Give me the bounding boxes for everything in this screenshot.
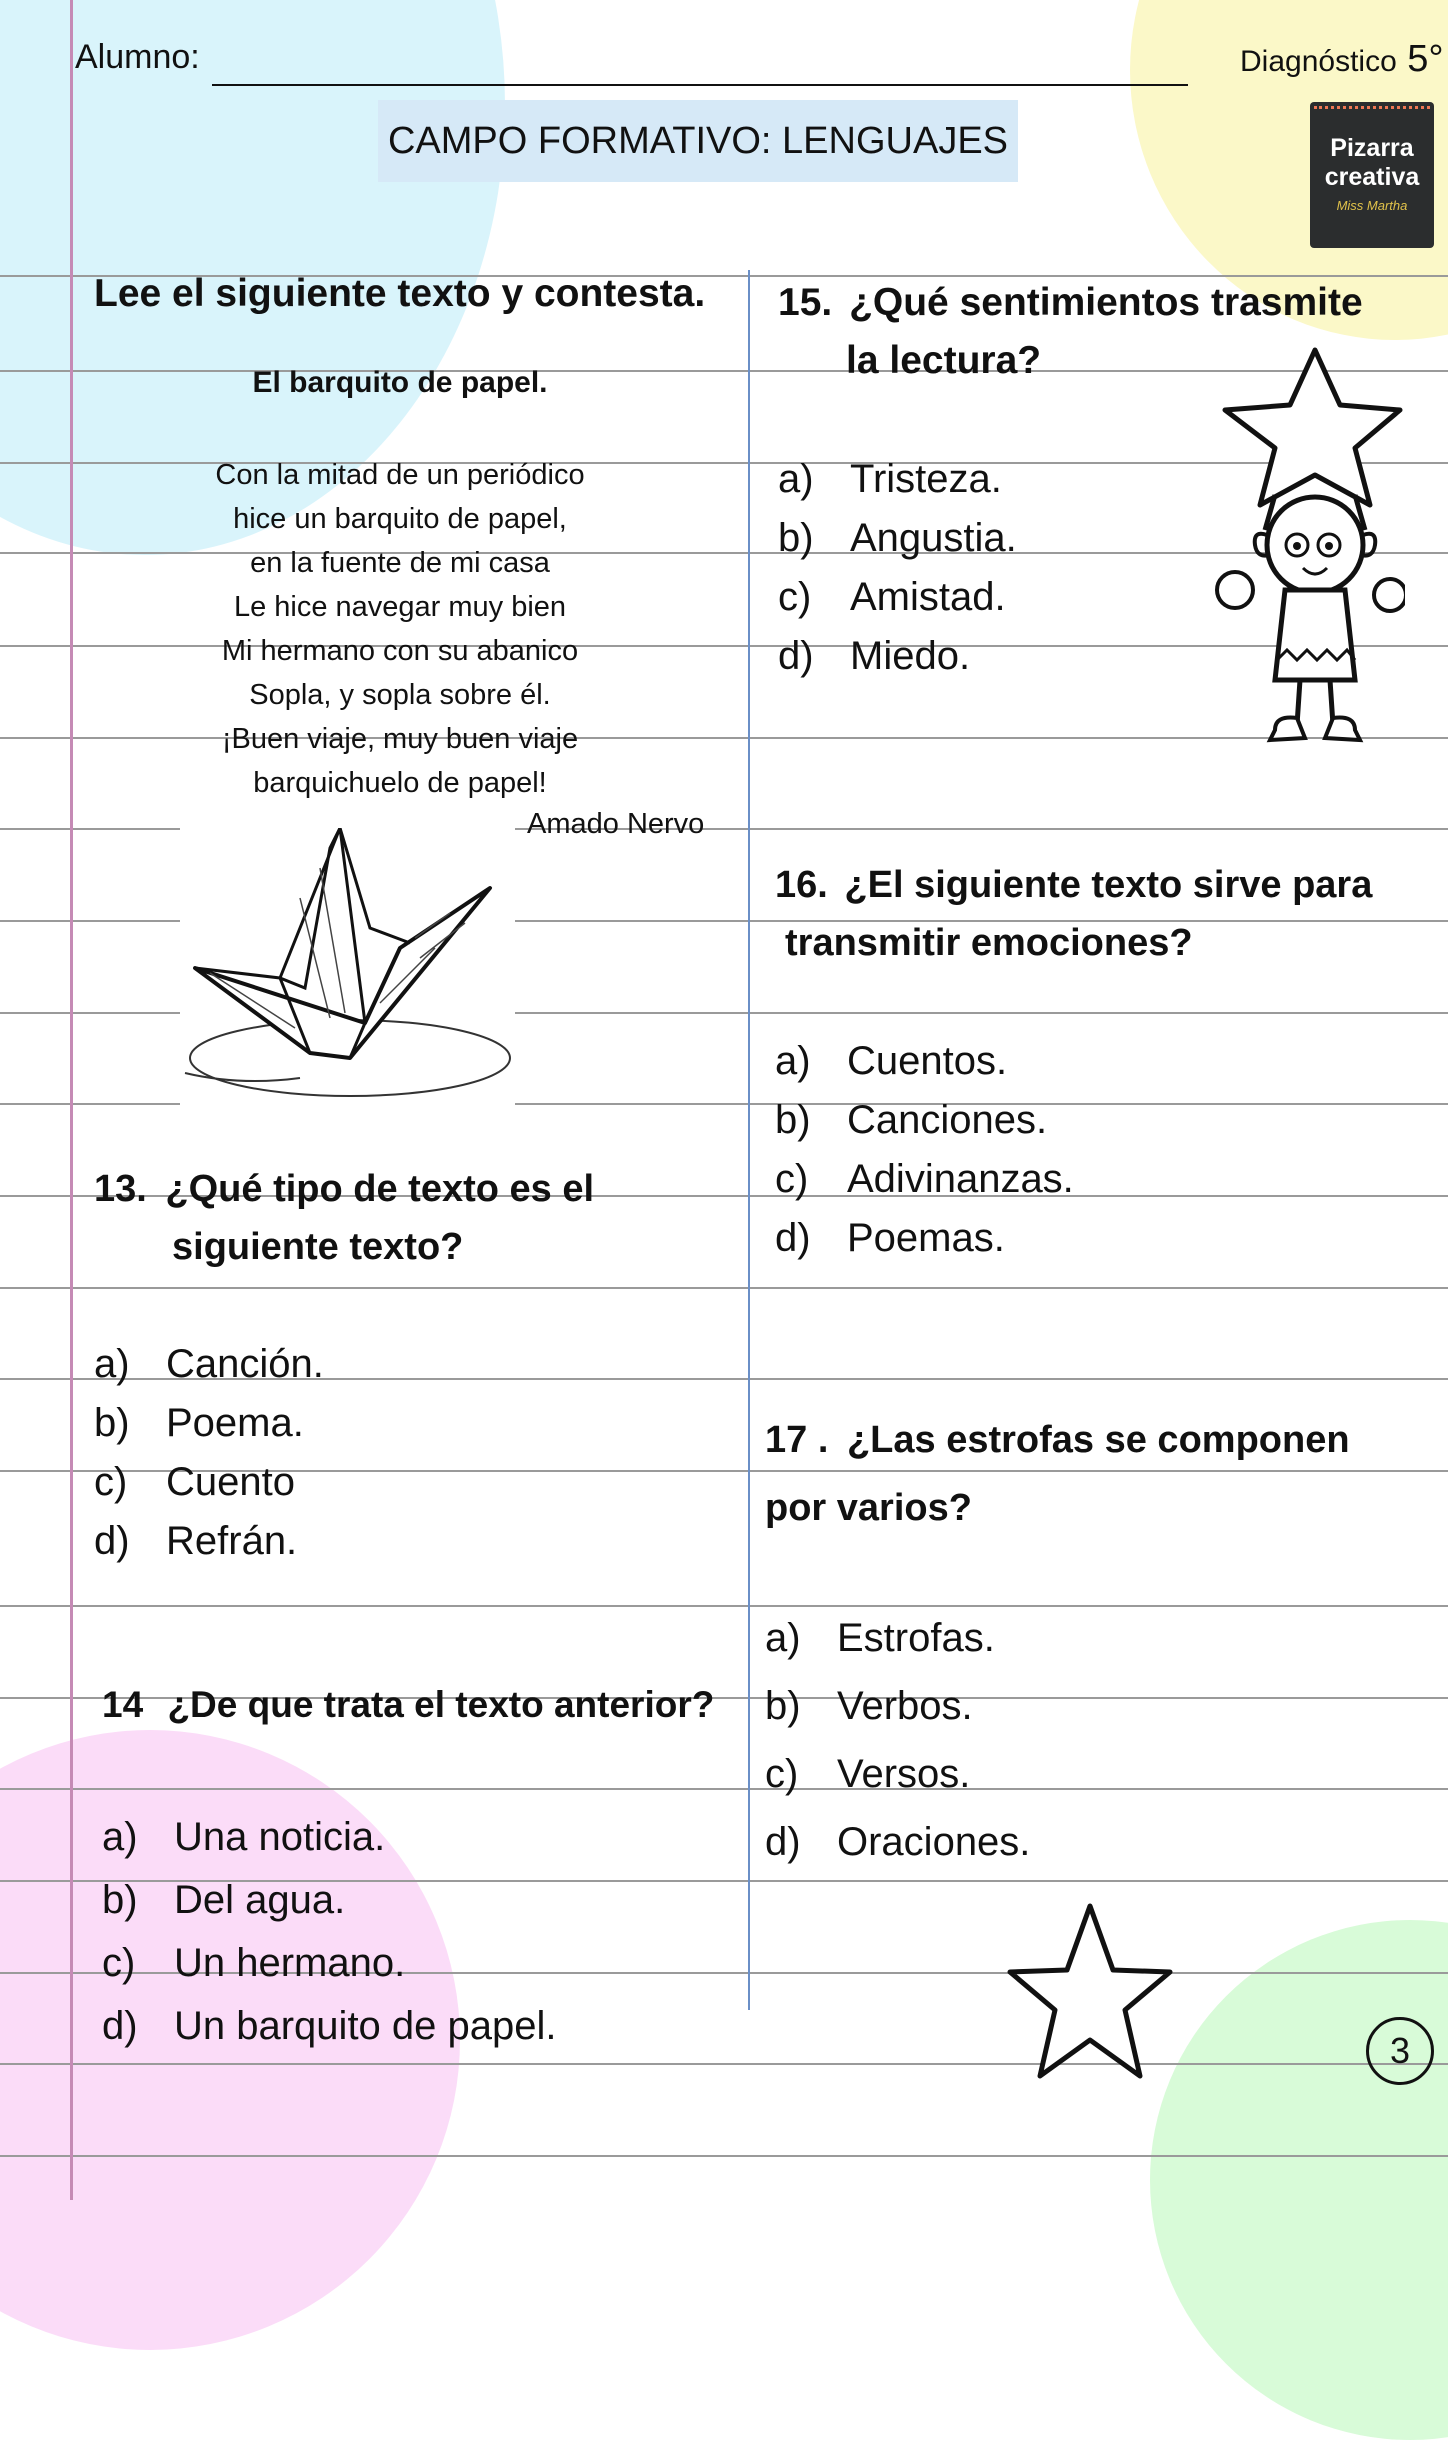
option-letter: b) — [778, 516, 814, 560]
ruled-line — [0, 1287, 1448, 1289]
option-b[interactable] — [102, 1869, 557, 1932]
grade-label: 5° — [1407, 38, 1444, 80]
option-b[interactable] — [778, 509, 1017, 568]
option-text: Un barquito de papel. — [174, 2004, 557, 2048]
ruled-line — [0, 2063, 1448, 2065]
ruled-line — [0, 1605, 1448, 1607]
poem-line: hice un barquito de papel, — [233, 503, 567, 535]
green-circle-decoration — [1150, 1920, 1448, 2440]
option-a[interactable] — [765, 1604, 1030, 1672]
question-text: ¿Qué tipo de texto es el — [165, 1168, 595, 1210]
logo-line-1: Pizarra — [1330, 134, 1414, 162]
poem-line: Le hice navegar muy bien — [233, 591, 567, 623]
question-number: 15. — [778, 281, 833, 324]
option-text: Canción. — [166, 1342, 324, 1386]
option-c[interactable] — [765, 1740, 1030, 1808]
question-text: ¿Las estrofas se componen — [846, 1419, 1350, 1461]
option-a[interactable] — [102, 1806, 557, 1869]
question-text: por varios? — [765, 1487, 972, 1529]
question-14-options — [102, 1806, 557, 2058]
option-letter: c) — [94, 1460, 128, 1504]
page-title — [378, 100, 1018, 182]
option-letter: a) — [94, 1342, 130, 1386]
student-label: Alumno: — [75, 38, 200, 76]
option-text: Canciones. — [847, 1098, 1048, 1142]
question-17-options — [765, 1604, 1030, 1876]
question-17 — [765, 1406, 1350, 1542]
star-icon — [1005, 1900, 1175, 2085]
poem-line: en la fuente de mi casa — [250, 547, 550, 579]
option-letter: d) — [765, 1820, 801, 1864]
poem-line: Sopla, y sopla sobre él. — [249, 679, 551, 711]
option-letter: d) — [102, 2004, 138, 2048]
option-d[interactable] — [765, 1808, 1030, 1876]
option-text: Verbos. — [837, 1684, 973, 1728]
option-letter: b) — [102, 1878, 138, 1922]
poem-line: ¡Buen viaje, muy buen viaje — [221, 723, 579, 755]
question-text: ¿De que trata el texto anterior? — [167, 1684, 715, 1725]
logo-line-2: creativa — [1324, 163, 1420, 191]
poem-title — [110, 366, 690, 400]
option-text: Adivinanzas. — [847, 1157, 1074, 1201]
poem-line: barquichuelo de papel! — [253, 767, 547, 799]
reading-instruction-text: Lee el siguiente texto y contesta. — [94, 272, 706, 315]
option-letter: d) — [94, 1519, 130, 1563]
option-a[interactable] — [778, 450, 1017, 509]
option-c[interactable] — [778, 568, 1017, 627]
pizarra-creativa-logo — [1310, 102, 1434, 248]
margin-line — [70, 0, 73, 2200]
poem-author — [527, 808, 704, 841]
option-text: Cuentos. — [847, 1039, 1008, 1083]
option-letter: d) — [778, 634, 814, 678]
question-number: 17 . — [765, 1419, 829, 1461]
logo-doodles — [1314, 106, 1430, 131]
question-number: 14 — [102, 1684, 144, 1725]
option-letter: c) — [102, 1941, 136, 1985]
option-a[interactable] — [94, 1335, 324, 1394]
option-text: Tristeza. — [850, 457, 1002, 501]
poem-body — [110, 453, 690, 805]
option-letter: c) — [775, 1157, 809, 1201]
poem-line: Con la mitad de un periódico — [215, 459, 585, 491]
question-number: 13. — [94, 1168, 147, 1210]
poem-title-text: El barquito de papel. — [252, 366, 548, 399]
option-c[interactable] — [775, 1150, 1074, 1209]
option-text: Amistad. — [850, 575, 1006, 619]
option-letter: a) — [765, 1616, 801, 1660]
page-title-text: CAMPO FORMATIVO: LENGUAJES — [387, 120, 1009, 162]
option-letter: a) — [775, 1039, 811, 1083]
question-text: siguiente texto? — [172, 1226, 464, 1268]
option-text: Refrán. — [166, 1519, 298, 1563]
question-13 — [94, 1160, 594, 1276]
student-name-row — [75, 38, 1195, 88]
option-text: Oraciones. — [837, 1820, 1031, 1864]
option-a[interactable] — [775, 1032, 1074, 1091]
option-letter: b) — [94, 1401, 130, 1445]
option-text: Del agua. — [174, 1878, 346, 1922]
option-d[interactable] — [102, 1995, 557, 2058]
question-text: la lectura? — [846, 339, 1042, 382]
exam-label-row — [1240, 38, 1444, 81]
question-15-options — [778, 450, 1017, 686]
question-text: transmitir emociones? — [785, 922, 1193, 964]
option-text: Un hermano. — [174, 1941, 406, 1985]
option-letter: c) — [765, 1752, 799, 1796]
poem-line: Mi hermano con su abanico — [221, 635, 579, 667]
option-c[interactable] — [94, 1453, 324, 1512]
girl-holding-star-illustration — [1205, 340, 1405, 770]
question-14 — [102, 1676, 714, 1734]
option-d[interactable] — [94, 1512, 324, 1571]
option-text: Poema. — [166, 1401, 304, 1445]
option-letter: b) — [765, 1684, 801, 1728]
question-text: ¿El siguiente texto sirve para — [844, 864, 1373, 906]
logo-signature: Miss Martha — [1336, 198, 1408, 213]
option-b[interactable] — [765, 1672, 1030, 1740]
paper-boat-illustration — [180, 828, 515, 1113]
ruled-line — [0, 2155, 1448, 2157]
question-text: ¿Qué sentimientos trasmite — [849, 281, 1363, 324]
question-number: 16. — [775, 864, 828, 906]
column-divider — [748, 270, 750, 2010]
page-number: 3 — [1389, 2030, 1411, 2071]
option-text: Estrofas. — [837, 1616, 995, 1660]
option-text: Miedo. — [850, 634, 971, 678]
page-number-badge — [1366, 2017, 1434, 2085]
option-b[interactable] — [94, 1394, 324, 1453]
question-13-options — [94, 1335, 324, 1571]
student-name-field[interactable] — [212, 84, 1188, 86]
option-letter: b) — [775, 1098, 811, 1142]
option-text: Una noticia. — [174, 1815, 386, 1859]
option-d[interactable] — [775, 1209, 1074, 1268]
option-text: Angustia. — [850, 516, 1017, 560]
option-letter: d) — [775, 1216, 811, 1260]
option-b[interactable] — [775, 1091, 1074, 1150]
option-text: Versos. — [837, 1752, 971, 1796]
question-16 — [775, 856, 1372, 972]
option-letter: a) — [102, 1815, 138, 1859]
option-letter: c) — [778, 575, 812, 619]
reading-instruction — [94, 265, 705, 323]
question-16-options — [775, 1032, 1074, 1268]
poem-author-text: Amado Nervo — [527, 808, 705, 840]
option-c[interactable] — [102, 1932, 557, 1995]
option-text: Poemas. — [847, 1216, 1005, 1260]
exam-label: Diagnóstico — [1240, 45, 1397, 78]
ruled-line — [0, 1788, 1448, 1790]
option-letter: a) — [778, 457, 814, 501]
option-text: Cuento — [166, 1460, 295, 1504]
option-d[interactable] — [778, 627, 1017, 686]
